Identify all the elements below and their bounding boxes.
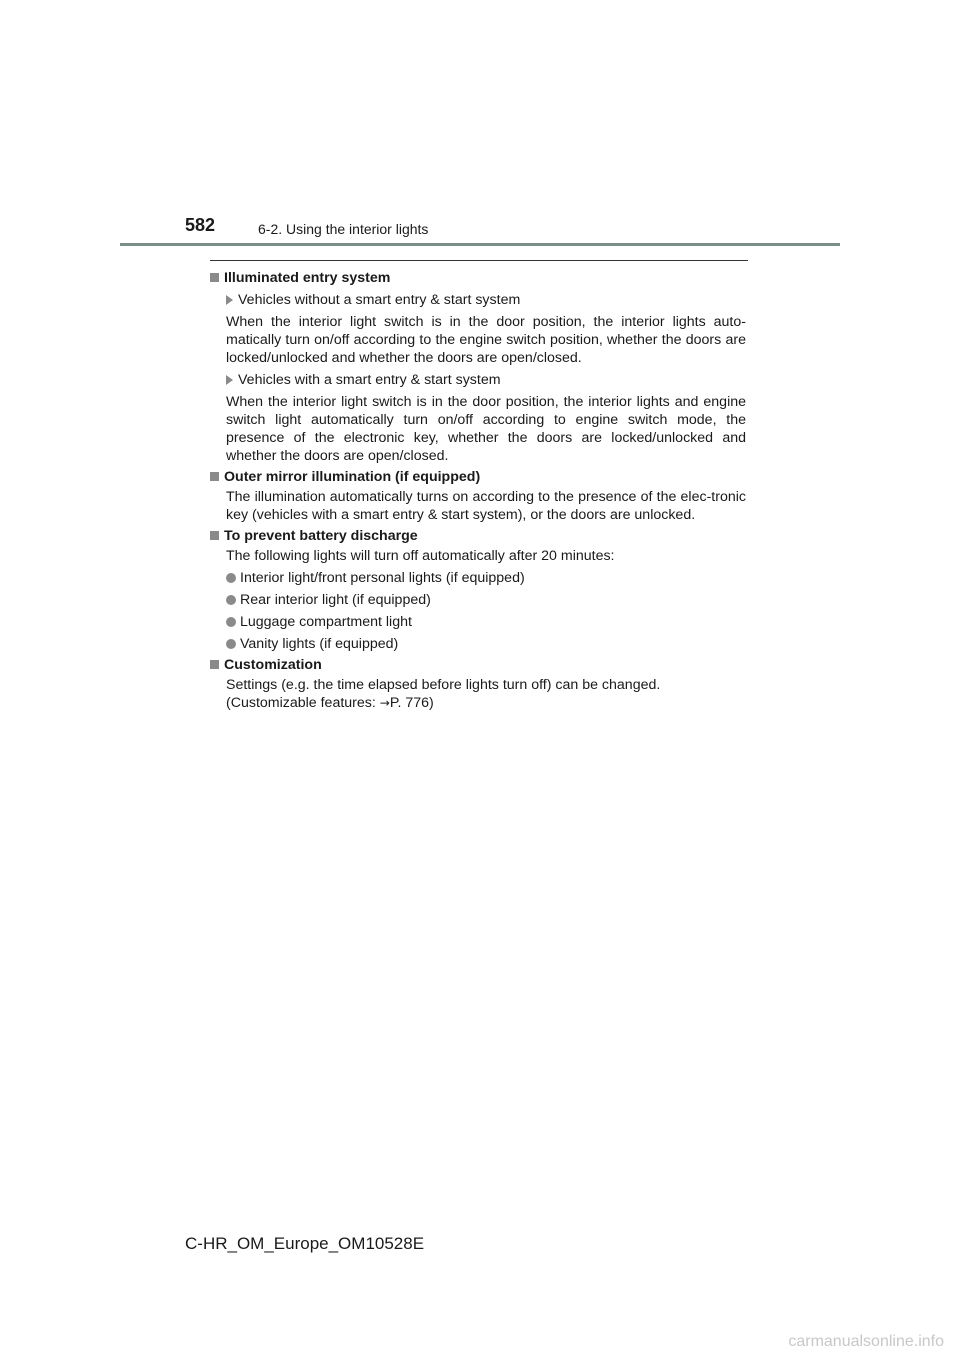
list-item: Interior light/front personal lights (if equipped) <box>226 569 746 587</box>
square-bullet-icon <box>210 472 219 481</box>
section-heading: Outer mirror illumination (if equipped) <box>210 468 746 486</box>
list-item: Rear interior light (if equipped) <box>226 591 746 609</box>
paragraph: When the interior light switch is in the door position, the interior lights auto-matically turn on/off according to the engine switch position, whether the doors are locked/unlocked and whether the doors are open/closed. <box>226 314 746 366</box>
paragraph: Settings (e.g. the time elapsed before lights turn off) can be changed. (Customizable features: →P. 776) <box>226 677 661 711</box>
square-bullet-icon <box>210 660 219 669</box>
sub-heading: Vehicles without a smart entry & start system <box>226 291 746 309</box>
page-content <box>210 266 746 712</box>
paragraph: The illumination automatically turns on according to the presence of the elec-tronic key (vehicles with a smart entry & start system), or the doors are unlocked. <box>226 489 746 523</box>
triangle-bullet-icon <box>226 295 233 305</box>
section-heading: Customization <box>210 656 746 674</box>
content-divider <box>210 260 748 261</box>
list-item: Luggage compartment light <box>226 613 746 631</box>
arrow-icon: → <box>379 696 390 710</box>
circle-bullet-icon <box>226 639 236 649</box>
section-customization <box>210 656 746 712</box>
triangle-bullet-icon <box>226 375 233 385</box>
section-battery-discharge <box>210 527 746 653</box>
section-heading: To prevent battery discharge <box>210 527 746 545</box>
paragraph: When the interior light switch is in the door position, the interior lights and engine switch light automatically turn on/off according to engine switch mode, the presence of the electronic key, whether the doors are locked/unlocked and whether the doors are open/closed. <box>226 394 746 464</box>
circle-bullet-icon <box>226 595 236 605</box>
section-illuminated-entry <box>210 269 746 465</box>
square-bullet-icon <box>210 273 219 282</box>
page-number: 582 <box>185 215 216 235</box>
document-code: C-HR_OM_Europe_OM10528E <box>185 1234 425 1253</box>
section-title: 6-2. Using the interior lights <box>258 221 429 237</box>
header-divider <box>120 243 840 246</box>
paragraph: The following lights will turn off automatically after 20 minutes: <box>226 548 615 564</box>
square-bullet-icon <box>210 531 219 540</box>
section-outer-mirror <box>210 468 746 524</box>
list-item: Vanity lights (if equipped) <box>226 635 746 653</box>
section-heading: Illuminated entry system <box>210 269 746 287</box>
watermark: carmanualsonline.info <box>788 1333 944 1350</box>
sub-heading: Vehicles with a smart entry & start system <box>226 371 746 389</box>
page-reference-link[interactable]: P. 776) <box>389 695 434 711</box>
circle-bullet-icon <box>226 617 236 627</box>
circle-bullet-icon <box>226 573 236 583</box>
